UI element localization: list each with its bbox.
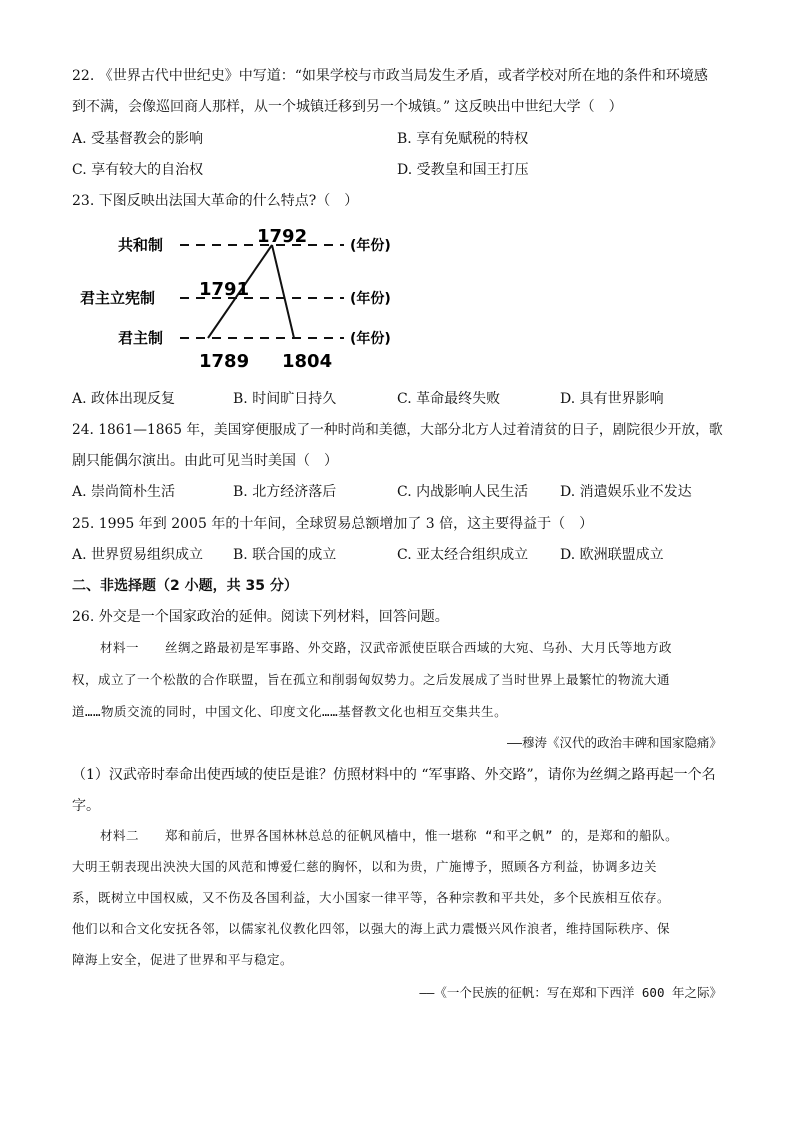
year-1792: 1792	[257, 226, 308, 247]
material2-line3: 系，既树立中国权威，又不伤及各国利益，大小国家一律平等，各种宗教和平共处，多个民族相互依存。	[72, 890, 671, 905]
q22-stem-line1: 22. 《世界古代中世纪史》中写道：“如果学校与市政当局发生矛盾，或者学校对所在地的条件和环境感	[72, 68, 708, 84]
unit-label-1: (年份)	[350, 238, 391, 254]
q24-stem-line2: 剧只能偶尔演出。由此可见当时美国（ ）	[72, 453, 338, 469]
year-1804: 1804	[282, 351, 333, 372]
row-label-republic: 共和制	[118, 236, 164, 254]
q26-stem: 26. 外交是一个国家政治的延伸。阅读下列材料，回答问题。	[72, 609, 449, 625]
q22-stem-line2: 到不满，会像巡回商人那样，从一个城镇迁移到另一个城镇。” 这反映出中世纪大学（ ）	[72, 99, 623, 115]
unit-label-2: (年份)	[350, 291, 391, 307]
unit-label-3: (年份)	[350, 331, 391, 347]
q25-option-b: B. 联合国的成立	[233, 547, 337, 563]
material1-line1: 材料一 丝绸之路最初是军事路、外交路，汉武帝派使臣联合西域的大宛、乌孙、大月氏等地方政	[100, 640, 673, 655]
q24-option-a: A. 崇尚简朴生活	[72, 484, 176, 500]
row-label-monarchy: 君主制	[118, 329, 164, 347]
material2-line4: 他们以和合文化安抚各邻，以儒家礼仪教化四邻，以强大的海上武力震慑兴风作浪者，维持国际秩序、保	[72, 921, 671, 936]
material1-line2: 权，成立了一个松散的合作联盟，旨在孤立和削弱匈奴势力。之后发展成了当时世界上最繁忙的物流大通	[72, 672, 671, 687]
material2-line5: 障海上安全，促进了世界和平与稳定。	[72, 952, 294, 967]
material1-source: ——穆涛《汉代的政治丰碑和国家隐痛》	[506, 735, 722, 750]
material2-line2: 大明王朝表现出泱泱大国的风范和博爱仁慈的胸怀，以和为贵，广施博予，照顾各方利益，协调多边关	[72, 859, 658, 874]
q22-option-b: B. 享有免赋税的特权	[397, 131, 529, 147]
material2-source: ——《一个民族的征帆：写在郑和下西洋 600 年之际》	[419, 985, 722, 1000]
q25-option-d: D. 欧洲联盟成立	[560, 547, 664, 563]
q24-option-b: B. 北方经济落后	[233, 484, 337, 500]
year-1789: 1789	[199, 351, 250, 372]
q23-option-b: B. 时间旷日持久	[233, 391, 337, 407]
q22-option-d: D. 受教皇和国王打压	[397, 162, 529, 178]
q25-option-c: C. 亚太经合组织成立	[397, 547, 529, 563]
q26-sub1-line1: （1）汉武帝时奉命出使西域的使臣是谁？仿照材料中的 “军事路、外交路”，请你为丝绸之路再起一个名	[72, 767, 716, 783]
q23-option-d: D. 具有世界影响	[560, 391, 664, 407]
year-1791: 1791	[199, 279, 250, 300]
q25-option-a: A. 世界贸易组织成立	[72, 547, 204, 563]
q24-option-c: C. 内战影响人民生活	[397, 484, 529, 500]
q22-option-c: C. 享有较大的自治权	[72, 162, 204, 178]
path-1792-to-1804	[272, 245, 294, 338]
q24-stem-line1: 24. 1861—1865 年，美国穿便服成了一种时尚和美德，大部分北方人过着清贫的日子，剧院很少开放，歌	[72, 422, 723, 438]
q26-sub1-line2: 字。	[72, 798, 100, 814]
q23-stem: 23. 下图反映出法国大革命的什么特点?（ ）	[72, 193, 359, 209]
section-title: 二、非选择题（2 小题，共 35 分）	[72, 578, 298, 594]
q23-option-a: A. 政体出现反复	[72, 391, 176, 407]
q24-option-d: D. 消遣娱乐业不发达	[560, 484, 692, 500]
q22-option-a: A. 受基督教会的影响	[72, 131, 204, 147]
revolution-regime-diagram	[72, 220, 432, 380]
row-label-constitutional-monarchy: 君主立宪制	[80, 289, 156, 307]
material2-line1: 材料二 郑和前后，世界各国林林总总的征帆风樯中，惟一堪称 “和平之帆” 的，是郑和的船队。	[100, 828, 679, 843]
material1-line3: 道……物质交流的同时，中国文化、印度文化……基督教文化也相互交集共生。	[72, 704, 508, 719]
q23-option-c: C. 革命最终失败	[397, 391, 501, 407]
q25-stem: 25. 1995 年到 2005 年的十年间，全球贸易总额增加了 3 倍，这主要得益于（ ）	[72, 516, 594, 532]
